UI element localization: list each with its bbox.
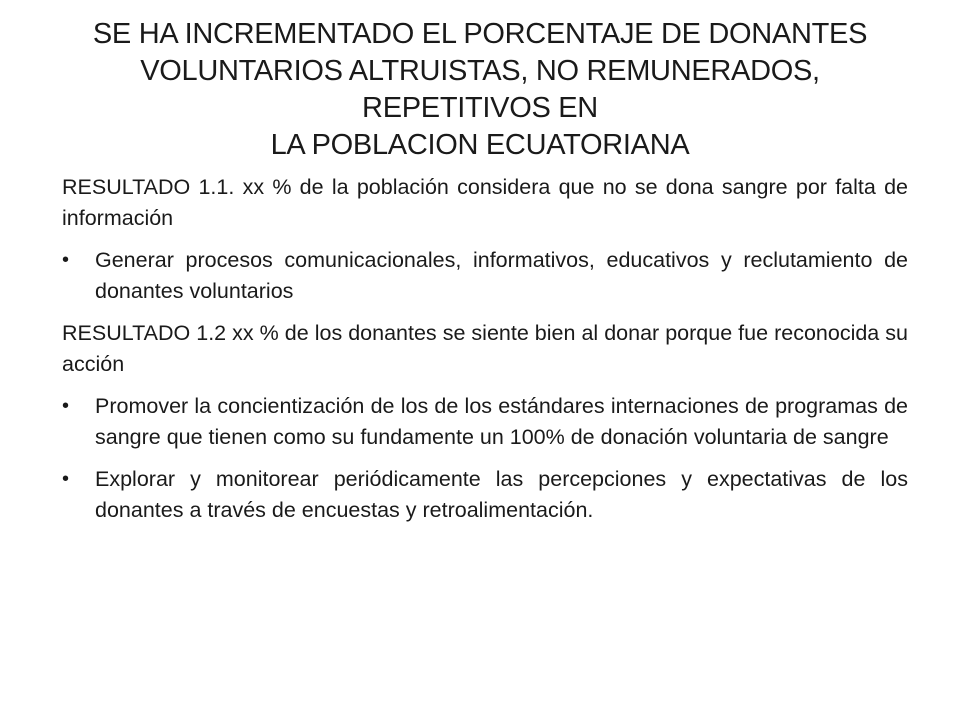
bullet-text-2: Promover la concientización de los de los estándares internaciones de programas de sangre que tienen como su fundamente un 100% de donación voluntaria de sangre	[95, 394, 908, 449]
bullet-icon: •	[62, 468, 70, 490]
slide-body	[62, 172, 908, 537]
bullet-item-3	[62, 464, 908, 526]
bullet-item-2	[62, 391, 908, 453]
slide-title	[60, 16, 900, 164]
bullet-icon: •	[62, 249, 70, 271]
result-1-2: RESULTADO 1.2 xx % de los donantes se siente bien al donar porque fue reconocida su acción	[62, 321, 908, 376]
bullet-text-3: Explorar y monitorear periódicamente las percepciones y expectativas de los donantes a través de encuestas y retroalimentación.	[95, 467, 908, 522]
title-line-3: LA POBLACION ECUATORIANA	[270, 129, 690, 161]
title-line-2: VOLUNTARIOS ALTRUISTAS, NO REMUNERADOS, REPETITIVOS EN	[140, 55, 820, 124]
bullet-icon: •	[62, 395, 70, 417]
bullet-item-1	[62, 245, 908, 307]
title-line-1: SE HA INCREMENTADO EL PORCENTAJE DE DONANTES	[92, 18, 868, 50]
bullet-text-1: Generar procesos comunicacionales, informativos, educativos y reclutamiento de donantes voluntarios	[95, 248, 908, 303]
result-1-1: RESULTADO 1.1. xx % de la población considera que no se dona sangre por falta de información	[62, 175, 908, 230]
